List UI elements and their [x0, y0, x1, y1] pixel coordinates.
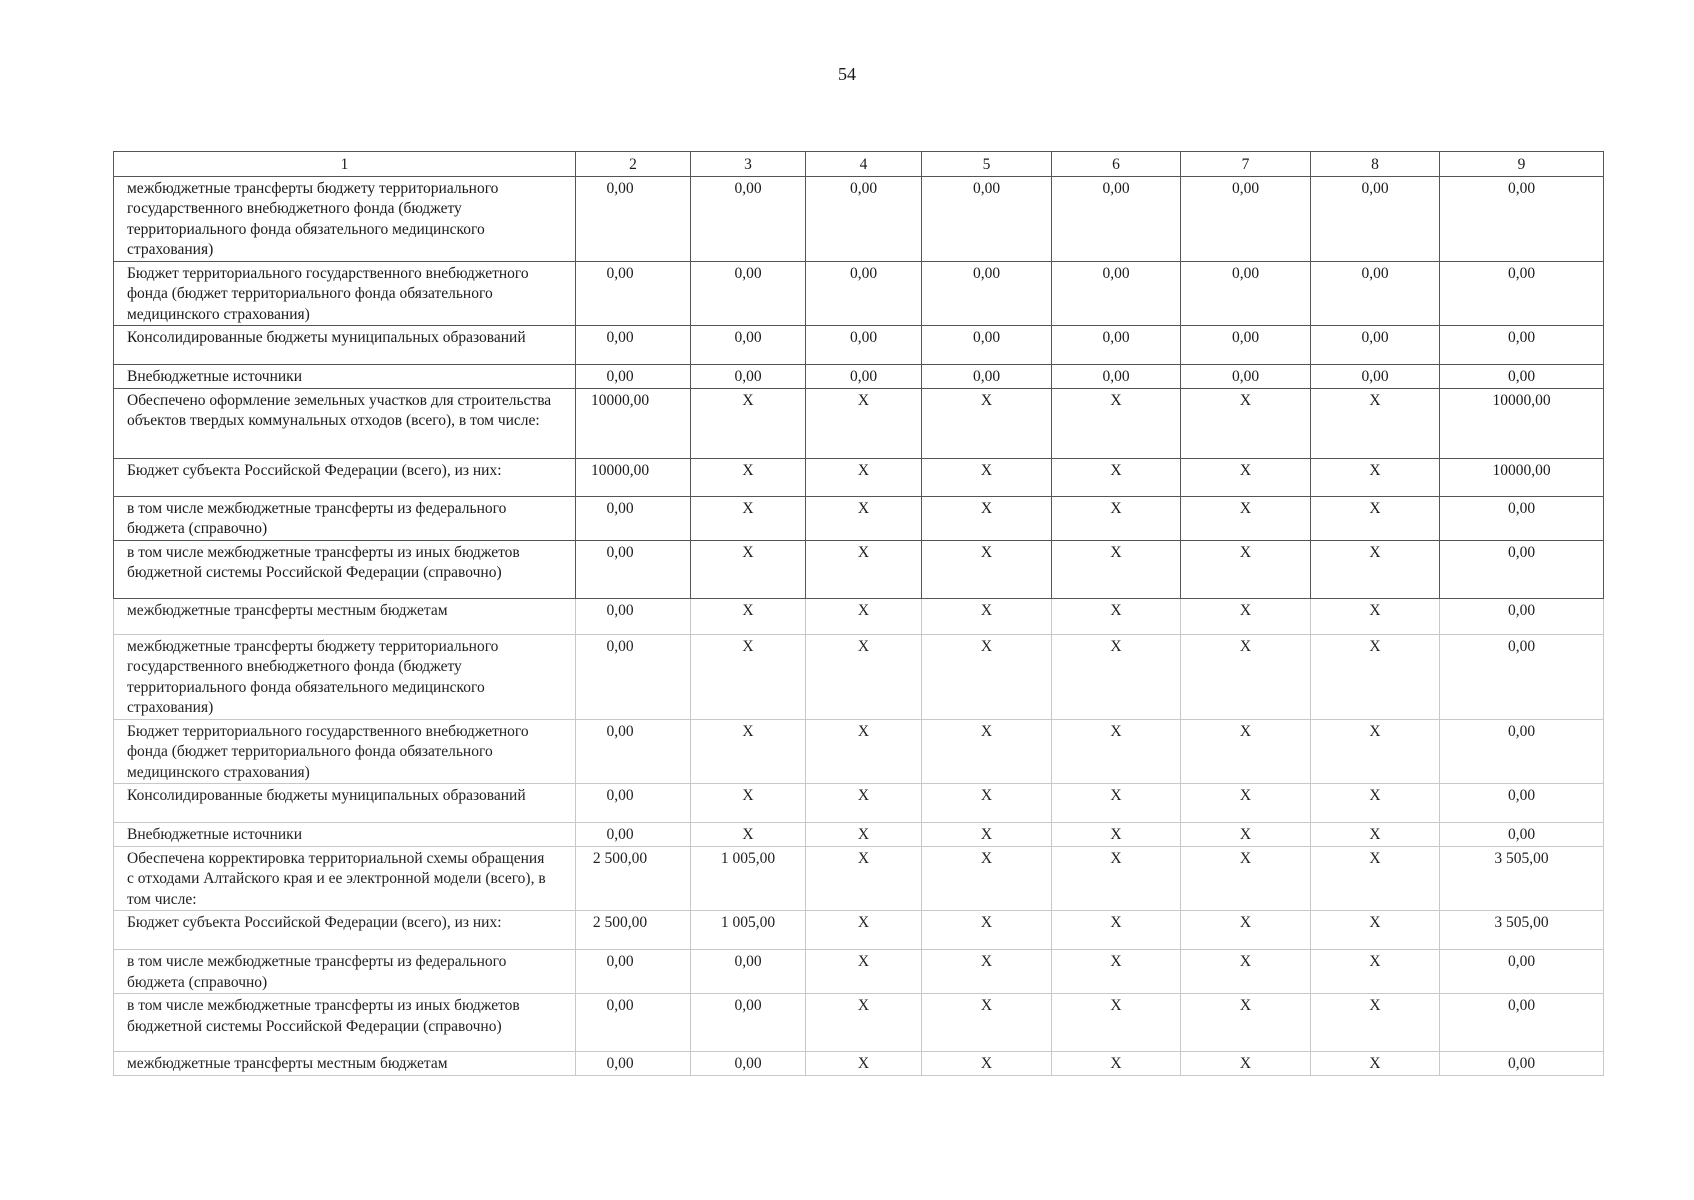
cell-value: 0,00 [1052, 326, 1181, 365]
table-row [114, 950, 1604, 994]
cell-value: 0,00 [576, 994, 691, 1052]
row-label: Консолидированные бюджеты муниципальных образований [114, 784, 576, 823]
column-header: 1 [114, 152, 576, 177]
cell-value: 0,00 [1052, 261, 1181, 326]
row-label: в том числе межбюджетные трансферты из иных бюджетов бюджетной системы Российской Федерации (справочно) [114, 540, 576, 598]
cell-value: 0,00 [1181, 365, 1311, 389]
cell-value: X [691, 458, 806, 496]
cell-value: X [1311, 994, 1440, 1052]
table-row [114, 1052, 1604, 1076]
table-row [114, 365, 1604, 389]
row-label: Обеспечена корректировка территориальной схемы обращения с отходами Алтайского края и ее электронной модели (всего), в том числе: [114, 846, 576, 911]
cell-value: X [1181, 950, 1311, 994]
cell-value: 2 500,00 [576, 846, 691, 911]
cell-value: X [922, 784, 1052, 823]
column-header: 3 [691, 152, 806, 177]
row-label: межбюджетные трансферты местным бюджетам [114, 598, 576, 634]
cell-value: 0,00 [1181, 326, 1311, 365]
cell-value: 0,00 [691, 950, 806, 994]
cell-value: X [691, 540, 806, 598]
cell-value: X [922, 994, 1052, 1052]
cell-value: 0,00 [1311, 261, 1440, 326]
cell-value: 0,00 [691, 994, 806, 1052]
cell-value: 0,00 [806, 326, 922, 365]
cell-value: 0,00 [691, 1052, 806, 1076]
cell-value: X [1181, 540, 1311, 598]
cell-value: X [922, 634, 1052, 719]
budget-table [113, 151, 1604, 1076]
cell-value: X [806, 634, 922, 719]
cell-value: X [806, 458, 922, 496]
cell-value: 0,00 [1440, 176, 1604, 261]
cell-value: X [691, 823, 806, 847]
row-label: межбюджетные трансферты бюджету территориального государственного внебюджетного фонда (бюджету территориального фонда обязательного медицинского страхования) [114, 176, 576, 261]
header-row [114, 152, 1604, 177]
cell-value: X [1181, 994, 1311, 1052]
cell-value: X [1181, 846, 1311, 911]
cell-value: 0,00 [806, 261, 922, 326]
cell-value: X [1311, 458, 1440, 496]
cell-value: 0,00 [1311, 326, 1440, 365]
cell-value: 0,00 [576, 719, 691, 784]
row-label: Внебюджетные источники [114, 823, 576, 847]
cell-value: 0,00 [576, 326, 691, 365]
cell-value: 0,00 [576, 784, 691, 823]
table-row [114, 823, 1604, 847]
cell-value: X [1311, 784, 1440, 823]
cell-value: X [1052, 1052, 1181, 1076]
cell-value: 10000,00 [1440, 458, 1604, 496]
cell-value: X [1181, 496, 1311, 540]
cell-value: X [806, 846, 922, 911]
row-label: в том числе межбюджетные трансферты из иных бюджетов бюджетной системы Российской Федерации (справочно) [114, 994, 576, 1052]
cell-value: 3 505,00 [1440, 911, 1604, 950]
cell-value: X [691, 634, 806, 719]
cell-value: X [1311, 540, 1440, 598]
table-row [114, 634, 1604, 719]
cell-value: X [1052, 846, 1181, 911]
table-row [114, 388, 1604, 458]
cell-value: 10000,00 [1440, 388, 1604, 458]
table-row [114, 458, 1604, 496]
cell-value: X [922, 598, 1052, 634]
column-header: 7 [1181, 152, 1311, 177]
column-header: 9 [1440, 152, 1604, 177]
cell-value: X [806, 598, 922, 634]
row-label: Бюджет территориального государственного внебюджетного фонда (бюджет территориального фонда обязательного медицинского страхования) [114, 261, 576, 326]
cell-value: X [806, 994, 922, 1052]
cell-value: 0,00 [576, 950, 691, 994]
cell-value: X [691, 784, 806, 823]
cell-value: 0,00 [922, 326, 1052, 365]
cell-value: 3 505,00 [1440, 846, 1604, 911]
cell-value: 0,00 [1440, 994, 1604, 1052]
cell-value: X [1311, 719, 1440, 784]
column-header: 5 [922, 152, 1052, 177]
cell-value: X [1052, 540, 1181, 598]
cell-value: X [1052, 994, 1181, 1052]
cell-value: 0,00 [1440, 784, 1604, 823]
column-header: 6 [1052, 152, 1181, 177]
cell-value: X [1311, 950, 1440, 994]
cell-value: 0,00 [576, 365, 691, 389]
cell-value: X [691, 388, 806, 458]
cell-value: X [1052, 458, 1181, 496]
cell-value: 1 005,00 [691, 911, 806, 950]
cell-value: 1 005,00 [691, 846, 806, 911]
cell-value: X [1052, 823, 1181, 847]
table-body [114, 176, 1604, 1075]
table-row [114, 326, 1604, 365]
cell-value: 0,00 [1440, 719, 1604, 784]
cell-value: X [691, 598, 806, 634]
cell-value: 0,00 [1440, 950, 1604, 994]
row-label: Консолидированные бюджеты муниципальных образований [114, 326, 576, 365]
cell-value: 0,00 [1440, 823, 1604, 847]
cell-value: X [1181, 634, 1311, 719]
cell-value: X [1052, 911, 1181, 950]
cell-value: 0,00 [691, 365, 806, 389]
cell-value: X [1311, 634, 1440, 719]
cell-value: X [1052, 719, 1181, 784]
page-number: 54 [838, 64, 856, 84]
cell-value: X [1311, 1052, 1440, 1076]
cell-value: X [806, 540, 922, 598]
cell-value: 0,00 [691, 176, 806, 261]
row-label: Бюджет субъекта Российской Федерации (всего), из них: [114, 458, 576, 496]
cell-value: 0,00 [1440, 365, 1604, 389]
table-row [114, 994, 1604, 1052]
cell-value: 0,00 [806, 176, 922, 261]
table-row [114, 719, 1604, 784]
cell-value: X [922, 540, 1052, 598]
cell-value: X [1311, 496, 1440, 540]
cell-value: 0,00 [576, 176, 691, 261]
cell-value: X [1181, 911, 1311, 950]
table-row [114, 598, 1604, 634]
cell-value: 0,00 [1311, 365, 1440, 389]
cell-value: 2 500,00 [576, 911, 691, 950]
cell-value: X [806, 784, 922, 823]
cell-value: 0,00 [1052, 176, 1181, 261]
table-row [114, 261, 1604, 326]
cell-value: X [806, 823, 922, 847]
row-label: в том числе межбюджетные трансферты из федерального бюджета (справочно) [114, 950, 576, 994]
cell-value: X [806, 719, 922, 784]
cell-value: 0,00 [1440, 326, 1604, 365]
cell-value: 0,00 [922, 261, 1052, 326]
row-label: Обеспечено оформление земельных участков для строительства объектов твердых коммунальных отходов (всего), в том числе: [114, 388, 576, 458]
cell-value: X [1311, 911, 1440, 950]
cell-value: 0,00 [1311, 176, 1440, 261]
row-label: Бюджет территориального государственного внебюджетного фонда (бюджет территориального фонда обязательного медицинского страхования) [114, 719, 576, 784]
cell-value: X [1181, 458, 1311, 496]
table-row [114, 784, 1604, 823]
cell-value: 0,00 [576, 540, 691, 598]
cell-value: X [1052, 598, 1181, 634]
cell-value: 10000,00 [576, 458, 691, 496]
cell-value: X [1181, 823, 1311, 847]
cell-value: X [1181, 388, 1311, 458]
cell-value: 0,00 [922, 176, 1052, 261]
table-row [114, 911, 1604, 950]
cell-value: 0,00 [691, 326, 806, 365]
row-label: Внебюджетные источники [114, 365, 576, 389]
cell-value: 0,00 [576, 1052, 691, 1076]
cell-value: 0,00 [1052, 365, 1181, 389]
cell-value: 0,00 [576, 496, 691, 540]
cell-value: X [922, 911, 1052, 950]
cell-value: X [1052, 950, 1181, 994]
cell-value: 0,00 [1181, 176, 1311, 261]
cell-value: X [1052, 784, 1181, 823]
cell-value: 0,00 [1440, 1052, 1604, 1076]
cell-value: 0,00 [1440, 598, 1604, 634]
cell-value: X [1311, 598, 1440, 634]
column-header: 8 [1311, 152, 1440, 177]
cell-value: X [922, 823, 1052, 847]
cell-value: 0,00 [1440, 261, 1604, 326]
cell-value: X [806, 950, 922, 994]
cell-value: 0,00 [806, 365, 922, 389]
cell-value: X [1052, 634, 1181, 719]
row-label: Бюджет субъекта Российской Федерации (всего), из них: [114, 911, 576, 950]
table-row [114, 540, 1604, 598]
cell-value: X [1181, 1052, 1311, 1076]
cell-value: X [922, 1052, 1052, 1076]
cell-value: X [806, 388, 922, 458]
cell-value: 10000,00 [576, 388, 691, 458]
cell-value: X [691, 719, 806, 784]
cell-value: X [1052, 496, 1181, 540]
cell-value: X [1181, 784, 1311, 823]
row-label: в том числе межбюджетные трансферты из федерального бюджета (справочно) [114, 496, 576, 540]
cell-value: X [1311, 823, 1440, 847]
table-row [114, 176, 1604, 261]
cell-value: 0,00 [576, 634, 691, 719]
cell-value: 0,00 [1440, 540, 1604, 598]
cell-value: X [1181, 598, 1311, 634]
cell-value: 0,00 [576, 598, 691, 634]
cell-value: X [806, 1052, 922, 1076]
cell-value: X [922, 458, 1052, 496]
cell-value: 0,00 [576, 261, 691, 326]
cell-value: 0,00 [1181, 261, 1311, 326]
cell-value: X [922, 846, 1052, 911]
cell-value: 0,00 [691, 261, 806, 326]
column-header: 4 [806, 152, 922, 177]
row-label: межбюджетные трансферты местным бюджетам [114, 1052, 576, 1076]
cell-value: 0,00 [1440, 496, 1604, 540]
cell-value: X [806, 496, 922, 540]
cell-value: X [922, 388, 1052, 458]
cell-value: 0,00 [922, 365, 1052, 389]
cell-value: X [922, 719, 1052, 784]
column-header: 2 [576, 152, 691, 177]
table-row [114, 496, 1604, 540]
cell-value: X [1311, 388, 1440, 458]
cell-value: X [806, 911, 922, 950]
cell-value: X [922, 496, 1052, 540]
cell-value: 0,00 [1440, 634, 1604, 719]
cell-value: X [922, 950, 1052, 994]
cell-value: 0,00 [576, 823, 691, 847]
table-row [114, 846, 1604, 911]
cell-value: X [691, 496, 806, 540]
cell-value: X [1181, 719, 1311, 784]
cell-value: X [1052, 388, 1181, 458]
cell-value: X [1311, 846, 1440, 911]
row-label: межбюджетные трансферты бюджету территориального государственного внебюджетного фонда (бюджету территориального фонда обязательного медицинского страхования) [114, 634, 576, 719]
